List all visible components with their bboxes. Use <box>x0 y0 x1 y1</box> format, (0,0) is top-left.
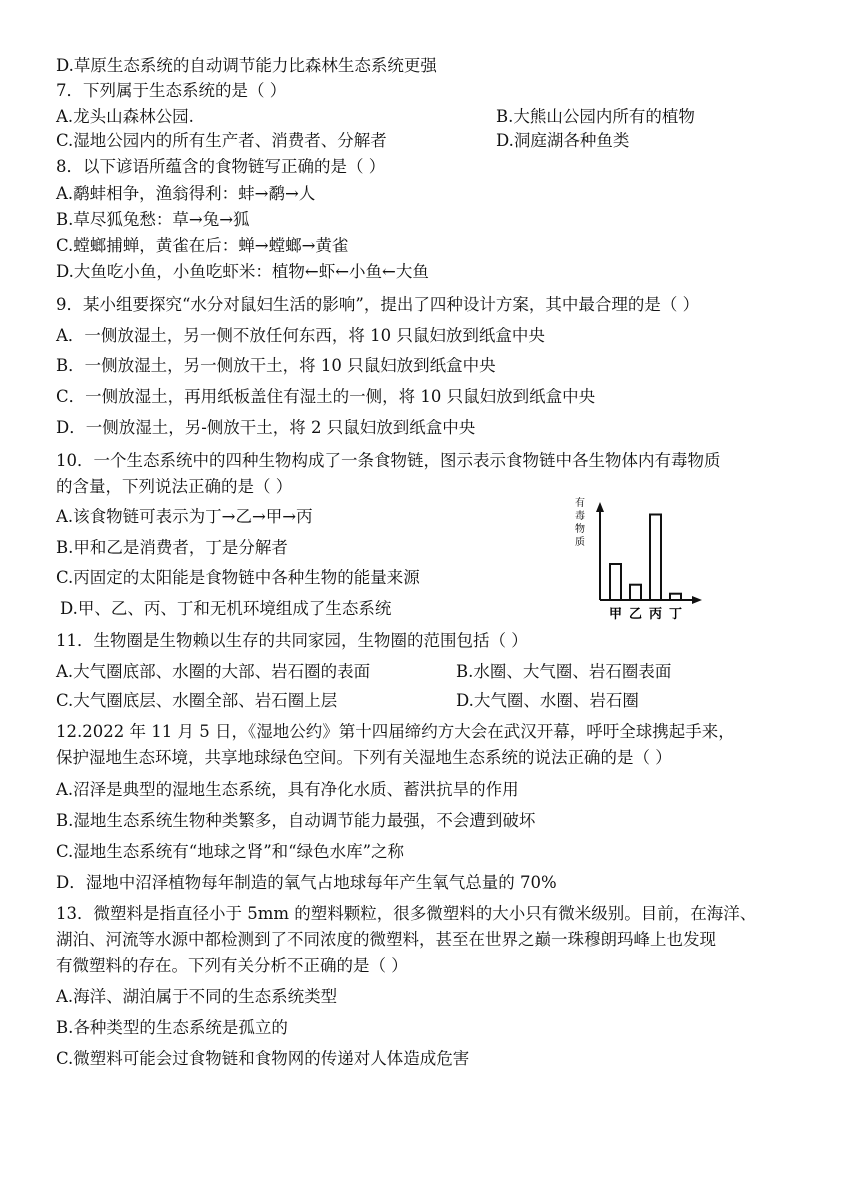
q8-option-a: A.鹬蚌相争，渔翁得利：蚌→鹬→人 <box>56 184 316 203</box>
q7-option-c: C.湿地公园内的所有生产者、消费者、分解者 <box>56 131 387 150</box>
y-axis-arrow <box>596 502 604 512</box>
q13-option-a: A.海洋、湖泊属于不同的生态系统类型 <box>56 987 338 1006</box>
bar-4 <box>670 594 681 600</box>
q10-option-a: A.该食物链可表示为丁→乙→甲→丙 <box>56 507 313 526</box>
x-tick-label: 乙 <box>628 607 643 622</box>
x-tick-label: 甲 <box>608 607 623 622</box>
q9-stem: 9．某小组要探究“水分对鼠妇生活的影响”，提出了四种设计方案，其中最合理的是（ ） <box>56 295 700 314</box>
q7-stem: 7．下列属于生态系统的是（ ） <box>56 81 287 100</box>
y-axis-label <box>575 496 585 548</box>
q13-stem-line2: 湖泊、河流等水源中都检测到了不同浓度的微塑料，甚至在世界之巅一珠穆朗玛峰上也发现 <box>56 930 716 949</box>
q6-option-d: D.草原生态系统的自动调节能力比森林生态系统更强 <box>56 56 437 75</box>
x-tick-label: 丙 <box>648 607 663 622</box>
q10-stem-line1: 10．一个生态系统中的四种生物构成了一条食物链，图示表示食物链中各生物体内有毒物质 <box>56 451 721 470</box>
q9-option-d: D．一侧放湿土，另-侧放干土，将 2 只鼠妇放到纸盒中央 <box>56 418 476 437</box>
q10-stem-line2: 的含量，下列说法正确的是（ ） <box>56 477 293 496</box>
q11-option-a: A.大气圈底部、水圈的大部、岩石圈的表面 <box>56 662 371 681</box>
q12-option-d: D．湿地中沼泽植物每年制造的氧气占地球每年产生氧气总量的 70% <box>56 873 557 892</box>
q12-option-b: B.湿地生态系统生物种类繁多，自动调节能力最强，不会遭到破坏 <box>56 811 536 830</box>
q12-option-c: C.湿地生态系统有“地球之肾”和“绿色水库”之称 <box>56 842 405 861</box>
y-axis-label-char: 质 <box>575 537 585 548</box>
bar-1 <box>610 564 621 600</box>
q13-stem-line3: 有微塑料的存在。下列有关分析不正确的是（ ） <box>56 956 408 975</box>
q12-option-a: A.沼泽是典型的湿地生态系统，具有净化水质、蓄洪抗旱的作用 <box>56 780 519 799</box>
toxin-bar-chart <box>566 488 716 628</box>
x-axis-arrow <box>692 596 702 604</box>
q7-option-b: B.大熊山公园内所有的植物 <box>496 107 695 126</box>
q10-option-d: D.甲、乙、丙、丁和无机环境组成了生态系统 <box>60 599 392 618</box>
q9-option-a: A．一侧放湿土，另一侧不放任何东西，将 10 只鼠妇放到纸盒中央 <box>56 326 545 345</box>
q9-option-b: B．一侧放湿土，另一侧放干土，将 10 只鼠妇放到纸盒中央 <box>56 356 496 375</box>
q11-option-b: B.水圈、大气圈、岩石圈表面 <box>456 662 672 681</box>
q8-stem: 8．以下谚语所蕴含的食物链写正确的是（ ） <box>56 157 386 176</box>
q13-option-c: C.微塑料可能会过食物链和食物网的传递对人体造成危害 <box>56 1049 470 1068</box>
q8-option-c: C.螳螂捕蝉，黄雀在后：蝉→螳螂→黄雀 <box>56 236 349 255</box>
q9-option-c: C．一侧放湿土，再用纸板盖住有湿土的一侧，将 10 只鼠妇放到纸盒中央 <box>56 387 596 406</box>
q12-stem-line1: 12.2022 年 11 月 5 日，《湿地公约》第十四届缔约方大会在武汉开幕，呼吁全球携起手来， <box>56 722 735 741</box>
q10-option-c: C.丙固定的太阳能是食物链中各种生物的能量来源 <box>56 568 420 587</box>
q11-option-d: D.大气圈、水圈、岩石圈 <box>456 691 639 710</box>
q10-option-b: B.甲和乙是消费者，丁是分解者 <box>56 538 288 557</box>
x-tick-label: 丁 <box>668 607 683 622</box>
q7-option-a: A.龙头山森林公园. <box>56 107 194 126</box>
q11-option-c: C.大气圈底层、水圈全部、岩石圈上层 <box>56 691 338 710</box>
q11-stem: 11．生物圈是生物赖以生存的共同家园，生物圈的范围包括（ ） <box>56 631 528 650</box>
y-axis-label-char: 有 <box>575 498 585 509</box>
q8-option-b: B.草尽狐兔愁：草→兔→狐 <box>56 210 250 229</box>
y-axis-label-char: 物 <box>575 524 585 535</box>
q7-option-d: D.洞庭湖各种鱼类 <box>496 131 630 150</box>
y-axis-label-char: 毒 <box>575 511 585 522</box>
bar-3 <box>650 515 661 601</box>
q12-stem-line2: 保护湿地生态环境，共享地球绿色空间。下列有关湿地生态系统的说法正确的是（ ） <box>56 748 672 767</box>
q13-option-b: B.各种类型的生态系统是孤立的 <box>56 1018 288 1037</box>
q13-stem-line1: 13．微塑料是指直径小于 5mm 的塑料颗粒，很多微塑料的大小只有微米级别。目前，在海洋、 <box>56 904 757 923</box>
q8-option-d: D.大鱼吃小鱼，小鱼吃虾米：植物←虾←小鱼←大鱼 <box>56 262 429 281</box>
bar-2 <box>630 585 641 600</box>
